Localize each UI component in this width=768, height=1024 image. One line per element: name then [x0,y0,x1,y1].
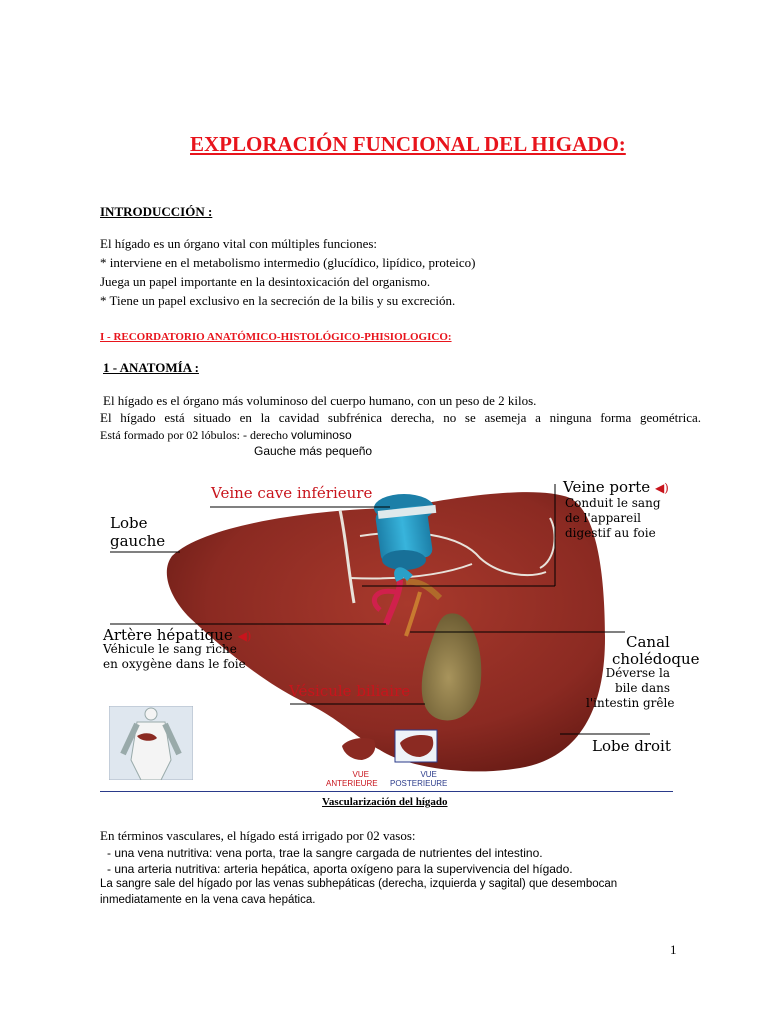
view-anterior-button[interactable] [338,734,380,764]
label-vue-posterieure [390,770,448,788]
intro-line-1: El hígado es un órgano vital con múltiples funciones: [100,236,378,251]
canal-desc-2: bile dans [615,681,670,695]
vue-post-1: VUE [420,770,437,779]
body-thumbnail[interactable] [109,706,193,780]
label-veine-porte [563,478,669,496]
canal-desc-3: l'intestin grêle [586,696,675,710]
canal-1: Canal [626,633,670,651]
artere-text: Artère hépatique [103,626,233,644]
vue-ant-2: ANTERIEURE [326,779,378,788]
veine-porte-desc-2: de l'appareil [565,511,641,525]
figure-rule [100,791,673,792]
label-lobe-gauche [110,514,165,550]
label-vue-anterieure [326,770,378,788]
label-canal-desc [586,666,675,711]
view-posterior-button[interactable] [394,729,438,763]
label-artere-desc [103,642,246,672]
lobe-gauche-2: gauche [110,532,166,550]
anatomia-heading: 1 - ANATOMÍA : [103,360,199,375]
artere-desc-1: Véhicule le sang riche [103,642,237,656]
lobe-gauche-1: Lobe [110,514,148,532]
speaker-icon[interactable]: ◀) [237,629,252,643]
anatomia-line-1: El hígado es el órgano más voluminoso del cuerpo humano, con un peso de 2 kilos. [103,393,537,408]
vascular-item-1: - una vena nutritiva: vena porta, trae la sangre cargada de nutrientes del intestino. [107,846,543,860]
label-lobe-droit: Lobe droit [592,737,671,755]
vascular-item-2: - una arteria nutritiva: arteria hepática, aporta oxígeno para la supervivencia del hígado. [107,862,573,876]
intro-line-3: Juega un papel importante en la desintoxicación del organismo. [100,274,431,289]
intro-line-4: * Tiene un papel exclusivo en la secreción de la bilis y su excreción. [100,293,456,308]
label-canal [612,633,700,668]
page-number: 1 [670,942,677,957]
veine-porte-desc-3: digestif au foie [565,526,656,540]
vascular-outro-2: inmediatamente en la vena cava hepática. [100,894,316,906]
lobes-voluminoso: voluminoso [290,428,352,442]
artere-desc-2: en oxygène dans le foie [103,657,246,671]
canal-desc-1: Déverse la [605,666,670,680]
veine-porte-text: Veine porte [563,478,651,496]
label-veine-cave: Veine cave inférieure [211,484,373,502]
vascular-intro: En términos vasculares, el hígado está irrigado por 02 vasos: [100,828,416,843]
page-title: EXPLORACIÓN FUNCIONAL DEL HIGADO: [190,132,626,156]
introduccion-heading: INTRODUCCIÓN : [100,204,213,219]
veine-porte-desc-1: Conduit le sang [565,496,661,510]
anatomia-line-3 [100,428,352,443]
anatomia-line-4: Gauche más pequeño [254,444,373,458]
label-veine-porte-desc [565,496,661,541]
anatomia-line-2: El hígado está situado en la cavidad subfrénica derecha, no se asemeja a ninguna forma geométrica. [100,410,701,425]
vue-ant-1: VUE [352,770,369,779]
intro-line-2: * interviene en el metabolismo intermedio (glucídico, lipídico, proteico) [100,255,476,270]
section-heading: I - RECORDATORIO ANATÓMICO-HISTOLÓGICO-PHISIOLOGICO: [100,331,452,343]
vascular-outro-1: La sangre sale del hígado por las venas subhepáticas (derecha, izquierda y sagital) que desembocan [100,878,618,890]
vue-post-2: POSTERIEURE [390,779,448,788]
speaker-icon[interactable]: ◀) [654,481,669,495]
lobes-text: Está formado por 02 lóbulos: - derecho [100,428,291,442]
canal-2: cholédoque [612,650,700,668]
label-vesicule: Vésicule biliaire [289,682,411,700]
figure-caption: Vascularización del hígado [322,796,448,808]
